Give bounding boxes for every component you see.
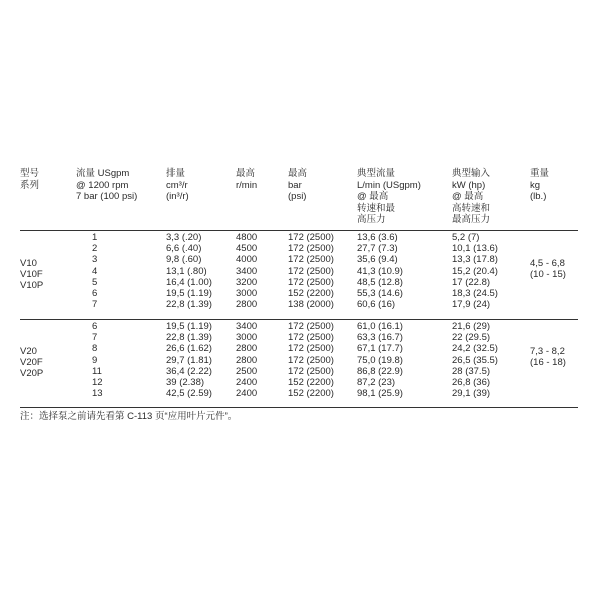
cell-typical-input: 26,8 (36) [452,377,491,388]
cell-max-speed: 3400 [236,265,258,277]
cell-typical-input: 10,1 (13.6) [452,243,498,255]
cell-typical-flow: 98,1 (25.9) [357,388,403,400]
cell-flow: 11 [92,365,102,377]
header-flow [76,168,137,203]
header-typical-flow-line: 典型流量 [357,168,396,179]
header-max-pressure-line: 最高 [288,168,308,179]
cell-max-pressure: 172 (2500) [288,265,334,277]
header-typical-flow-line: L/min (USgpm) [357,179,421,191]
header-weight-line: kg [530,179,541,191]
header-model-line: 型号 [20,168,40,179]
cell-max-pressure: 172 (2500) [288,232,334,243]
cell-displacement: 9,8 (.60) [166,254,202,266]
cell-flow: 9 [92,354,98,366]
cell-max-speed: 4000 [236,254,258,266]
weight-range: 7,3 - 8,2 [530,346,565,357]
header-flow-line: 7 bar (100 psi) [76,191,138,203]
cell-typical-input: 13,3 (17.8) [452,254,498,266]
group-divider [20,319,578,320]
header-typical-input-line: 典型输入 [452,168,491,179]
header-max-pressure [288,168,307,203]
cell-typical-flow: 86,8 (22.9) [357,365,403,377]
cell-max-pressure: 138 (2000) [288,299,334,311]
cell-displacement: 13,1 (.80) [166,265,207,277]
header-typical-input-line: @ 最高 [452,191,484,203]
header-model [20,168,39,191]
cell-typical-flow: 35,6 (9.4) [357,254,398,266]
series-label: V20F [20,357,43,368]
table-bottom-rule [20,407,578,408]
cell-typical-flow: 55,3 (14.6) [357,288,403,299]
cell-typical-flow: 87,2 (23) [357,377,396,388]
header-typical-input-line: kW (hp) [452,179,486,191]
cell-max-speed: 2400 [236,388,258,400]
cell-max-speed: 4500 [236,243,258,255]
header-typical-flow-line: 高压力 [357,214,386,226]
header-weight-line: 重量 [530,168,550,179]
header-typical-input-line: 高转速和 [452,202,491,214]
header-weight [530,168,549,203]
cell-max-pressure: 172 (2500) [288,343,334,355]
cell-displacement: 19,5 (1.19) [166,321,212,332]
cell-displacement: 29,7 (1.81) [166,354,212,366]
cell-typical-flow: 61,0 (16.1) [357,321,403,332]
cell-displacement: 16,4 (1.00) [166,276,212,288]
header-displacement-line: 排量 [166,168,186,179]
header-flow-line: 流量 USgpm [76,168,130,179]
header-weight-line: (lb.) [530,191,547,203]
cell-max-pressure: 172 (2500) [288,354,334,366]
series-label: V10P [20,280,44,291]
cell-flow: 6 [92,288,98,299]
header-model-line: 系列 [20,179,40,191]
cell-max-pressure: 172 (2500) [288,254,334,266]
cell-max-pressure: 172 (2500) [288,243,334,255]
cell-max-speed: 4800 [236,232,258,243]
cell-max-speed: 3000 [236,288,258,299]
header-typical-flow-line: 转速和最 [357,202,396,214]
cell-max-speed: 2800 [236,354,258,366]
cell-flow: 5 [92,276,98,288]
cell-max-pressure: 152 (2200) [288,288,334,299]
cell-max-speed: 3000 [236,332,258,344]
cell-typical-input: 15,2 (20.4) [452,265,498,277]
cell-displacement: 42,5 (2.59) [166,388,212,400]
weight-range: 4,5 - 6,8 [530,258,565,269]
cell-displacement: 36,4 (2.22) [166,365,212,377]
cell-max-pressure: 172 (2500) [288,365,334,377]
cell-typical-flow: 60,6 (16) [357,299,396,311]
cell-max-pressure: 172 (2500) [288,321,334,332]
cell-flow: 12 [92,377,103,388]
cell-displacement: 22,8 (1.39) [166,299,212,311]
cell-flow: 13 [92,388,103,400]
cell-displacement: 19,5 (1.19) [166,288,212,299]
cell-typical-input: 5,2 (7) [452,232,480,243]
cell-max-pressure: 152 (2200) [288,377,334,388]
header-typical-flow [357,168,421,226]
header-typical-flow-line: @ 最高 [357,191,389,203]
cell-max-speed: 3200 [236,276,258,288]
header-typical-input-line: 最高压力 [452,214,491,226]
cell-max-pressure: 172 (2500) [288,276,334,288]
cell-max-speed: 2800 [236,343,258,355]
header-displacement-line: cm³/r [166,179,188,191]
cell-typical-input: 18,3 (24.5) [452,288,498,299]
cell-typical-flow: 48,5 (12.8) [357,276,403,288]
cell-flow: 1 [92,232,98,243]
cell-flow: 8 [92,343,98,355]
cell-max-pressure: 172 (2500) [288,332,334,344]
cell-typical-input: 22 (29.5) [452,332,491,344]
header-displacement [166,168,189,203]
cell-max-speed: 2400 [236,377,258,388]
footnote: 注：选择泵之前请先看第 C-113 页“应用叶片元件”。 [20,411,238,422]
cell-typical-flow: 63,3 (16.7) [357,332,403,344]
cell-flow: 7 [92,332,98,344]
weight-range: (10 - 15) [530,269,566,280]
weight-range: (16 - 18) [530,357,566,368]
header-typical-input [452,168,490,226]
header-max-speed-line: r/min [236,179,258,191]
cell-typical-flow: 27,7 (7.3) [357,243,398,255]
header-max-speed-line: 最高 [236,168,256,179]
cell-typical-flow: 41,3 (10.9) [357,265,403,277]
cell-displacement: 6,6 (.40) [166,243,202,255]
cell-typical-input: 26,5 (35.5) [452,354,498,366]
cell-flow: 2 [92,243,98,255]
cell-max-speed: 3400 [236,321,258,332]
cell-flow: 4 [92,265,98,277]
cell-typical-input: 17 (22.8) [452,276,491,288]
cell-typical-flow: 13,6 (3.6) [357,232,398,243]
series-label: V10F [20,269,43,280]
cell-displacement: 26,6 (1.62) [166,343,212,355]
cell-max-pressure: 152 (2200) [288,388,334,400]
header-displacement-line: (in³/r) [166,191,189,203]
cell-typical-input: 29,1 (39) [452,388,491,400]
cell-typical-flow: 67,1 (17.7) [357,343,403,355]
header-flow-line: @ 1200 rpm [76,179,129,191]
cell-typical-input: 17,9 (24) [452,299,491,311]
cell-max-speed: 2800 [236,299,258,311]
cell-flow: 3 [92,254,98,266]
cell-flow: 7 [92,299,98,311]
series-label: V10 [20,258,37,269]
series-label: V20P [20,368,44,379]
cell-displacement: 22,8 (1.39) [166,332,212,344]
series-label: V20 [20,346,37,357]
cell-displacement: 39 (2.38) [166,377,205,388]
header-max-speed [236,168,257,191]
cell-max-speed: 2500 [236,365,258,377]
cell-displacement: 3,3 (.20) [166,232,202,243]
header-max-pressure-line: bar [288,179,302,191]
cell-typical-input: 24,2 (32.5) [452,343,498,355]
cell-typical-input: 28 (37.5) [452,365,491,377]
cell-typical-input: 21,6 (29) [452,321,491,332]
header-divider [20,230,578,231]
cell-typical-flow: 75,0 (19.8) [357,354,403,366]
cell-flow: 6 [92,321,98,332]
header-max-pressure-line: (psi) [288,191,307,203]
